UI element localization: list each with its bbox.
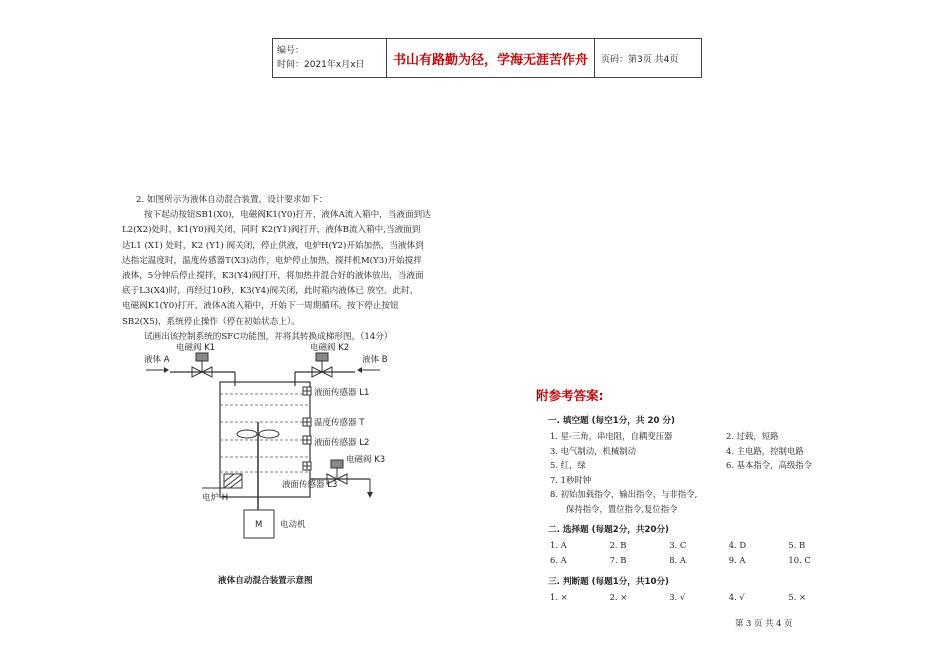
- valve-k1-actuator: [196, 353, 208, 361]
- agitator-blade: [259, 430, 279, 438]
- answer-item: 3. 电气制动，机械制动: [550, 445, 637, 456]
- page-header: [272, 38, 702, 78]
- fill-section-title: 一. 填空题 (每空1分，共 20 分): [548, 416, 675, 426]
- answer-item: 5. 红，绿: [550, 460, 586, 470]
- valve-k3-actuator: [331, 460, 343, 468]
- answer-item: 10. C: [788, 555, 811, 565]
- answer-item: 2. ×: [609, 592, 628, 602]
- answer-item: 2. B: [609, 540, 627, 550]
- answer-item: 2. 过载，短路: [726, 431, 779, 441]
- answer-item: 7. B: [609, 555, 627, 565]
- question-line: SB2(X5)，系统停止操作（停在初始状态上）。: [122, 316, 300, 327]
- question-line: L2(X2)处时，K1(Y0)阀关闭，同时 K2(Y1)阀打开，液体B流入箱中,当液面到: [122, 225, 421, 236]
- answer-item: 4. 主电路，控制电路: [726, 445, 804, 456]
- valve-k2-label: 电磁阀 K2: [310, 343, 350, 353]
- question-line: 电磁阀K1(Y0)打开，液体A流入箱中，开始下一周期循环。按下停止按钮: [122, 301, 399, 312]
- arrow-a-head: [164, 367, 169, 373]
- heater: [202, 474, 242, 503]
- question-line: 达L1 (X1) 处时，K2 (Y1) 阀关闭，停止供液，电炉H(Y2)开始加热，当液体到: [122, 240, 424, 251]
- time-label: 时间：2021年x月x日: [277, 60, 365, 70]
- answer-item: 8. 初始加载指令，输出指令，与非指令,: [550, 489, 698, 499]
- mixing-device-diagram: [140, 342, 410, 542]
- answers-title: 附参考答案:: [536, 388, 604, 403]
- outlet-arrow: [367, 492, 373, 498]
- question-line: 2. 如图所示为液体自动混合装置，设计要求如下：: [136, 195, 328, 205]
- answer-item: 保持指令，置位指令,复位指令: [566, 503, 678, 514]
- answer-item: 5. B: [788, 540, 806, 550]
- valve-k1-label: 电磁阀 K1: [176, 343, 216, 353]
- answer-item: 3. √: [669, 592, 686, 602]
- diagram-caption: 液体自动混合装置示意图: [218, 576, 313, 586]
- sensor-l1-label: 液面传感器 L1: [314, 388, 370, 398]
- judge-section-title: 三. 判断题 (每题1分，共10分): [548, 577, 669, 587]
- answer-row: [548, 429, 848, 444]
- motor-letter: M: [255, 520, 263, 530]
- answer-item: 3. C: [669, 540, 687, 550]
- answers-section: [548, 413, 848, 605]
- answer-item: 8. A: [669, 555, 686, 565]
- answer-item: 6. 基本指令，高级指令: [726, 460, 813, 470]
- answer-item: 6. A: [550, 555, 567, 565]
- answer-item: 1. ×: [550, 592, 568, 602]
- question-line: 按下起动按钮SB1(X0)，电磁阀K1(Y0)打开，液体A流入箱中，当液面到达: [144, 210, 431, 221]
- answer-row: [548, 590, 848, 605]
- sensor-l3-label: 液面传感器 L3: [282, 480, 338, 490]
- answer-item: 5. ×: [788, 592, 807, 602]
- answer-row: [548, 538, 848, 553]
- arrow-b-head: [357, 367, 362, 373]
- valve-k3-label: 电磁阀 K3: [346, 455, 386, 465]
- answer-row: [548, 553, 848, 568]
- answer-item: 1. A: [550, 540, 567, 550]
- header-page: 页码：第3页 共4页: [601, 54, 679, 65]
- sensor-l1: [303, 387, 369, 398]
- liquid-b-label: 液体 B: [362, 355, 388, 365]
- answer-item: 9. A: [728, 555, 746, 565]
- page-footer: 第 3 页 共 4 页: [735, 618, 793, 628]
- question-line: 液体，5分钟后停止搅拌，K3(Y4)阀打开，将加热并混合好的液体放出，当液面: [122, 271, 424, 282]
- sensor-l2-label: 液面传感器 L2: [314, 438, 370, 448]
- answer-item: 4. D: [728, 540, 747, 550]
- liquid-a-label: 液体 A: [144, 355, 170, 365]
- code-label: 编号：: [277, 46, 305, 56]
- valve-k2-actuator: [316, 353, 328, 361]
- sensor-t: [303, 417, 365, 428]
- heater-label: 电炉 H: [202, 493, 229, 503]
- answer-row: [548, 458, 848, 473]
- header-meta: [273, 39, 387, 77]
- question-line: 底于L3(X4)时，再经过10秒，K3(Y4)阀关闭，此时箱内液体已 放空。此时，: [122, 286, 419, 297]
- sensor-l2: [303, 436, 369, 448]
- answer-item: 1. 星-三角，串电阻，自耦变压器: [550, 431, 673, 441]
- answer-item: 4. √: [728, 592, 745, 602]
- answer-item: 7. 1秒时钟: [550, 474, 592, 485]
- sensor-t-label: 温度传感器 T: [314, 418, 365, 428]
- answer-row: [548, 444, 848, 459]
- question-line: 试画出该控制系统的SFC功能图，并将其转换成梯形图。（14分）: [144, 331, 393, 342]
- header-motto: 书山有路勤为径，学海无涯苦作舟: [387, 39, 595, 77]
- choice-section-title: 二. 选择题 (每题2分，共20分): [548, 525, 669, 535]
- motor-label: 电动机: [280, 520, 306, 530]
- question-line: 达指定温度时，温度传感器T(X3)动作，电炉停止加热，搅拌机M(Y3)开始搅拌: [122, 255, 422, 266]
- question-2: [122, 193, 474, 345]
- agitator-blade: [237, 430, 257, 438]
